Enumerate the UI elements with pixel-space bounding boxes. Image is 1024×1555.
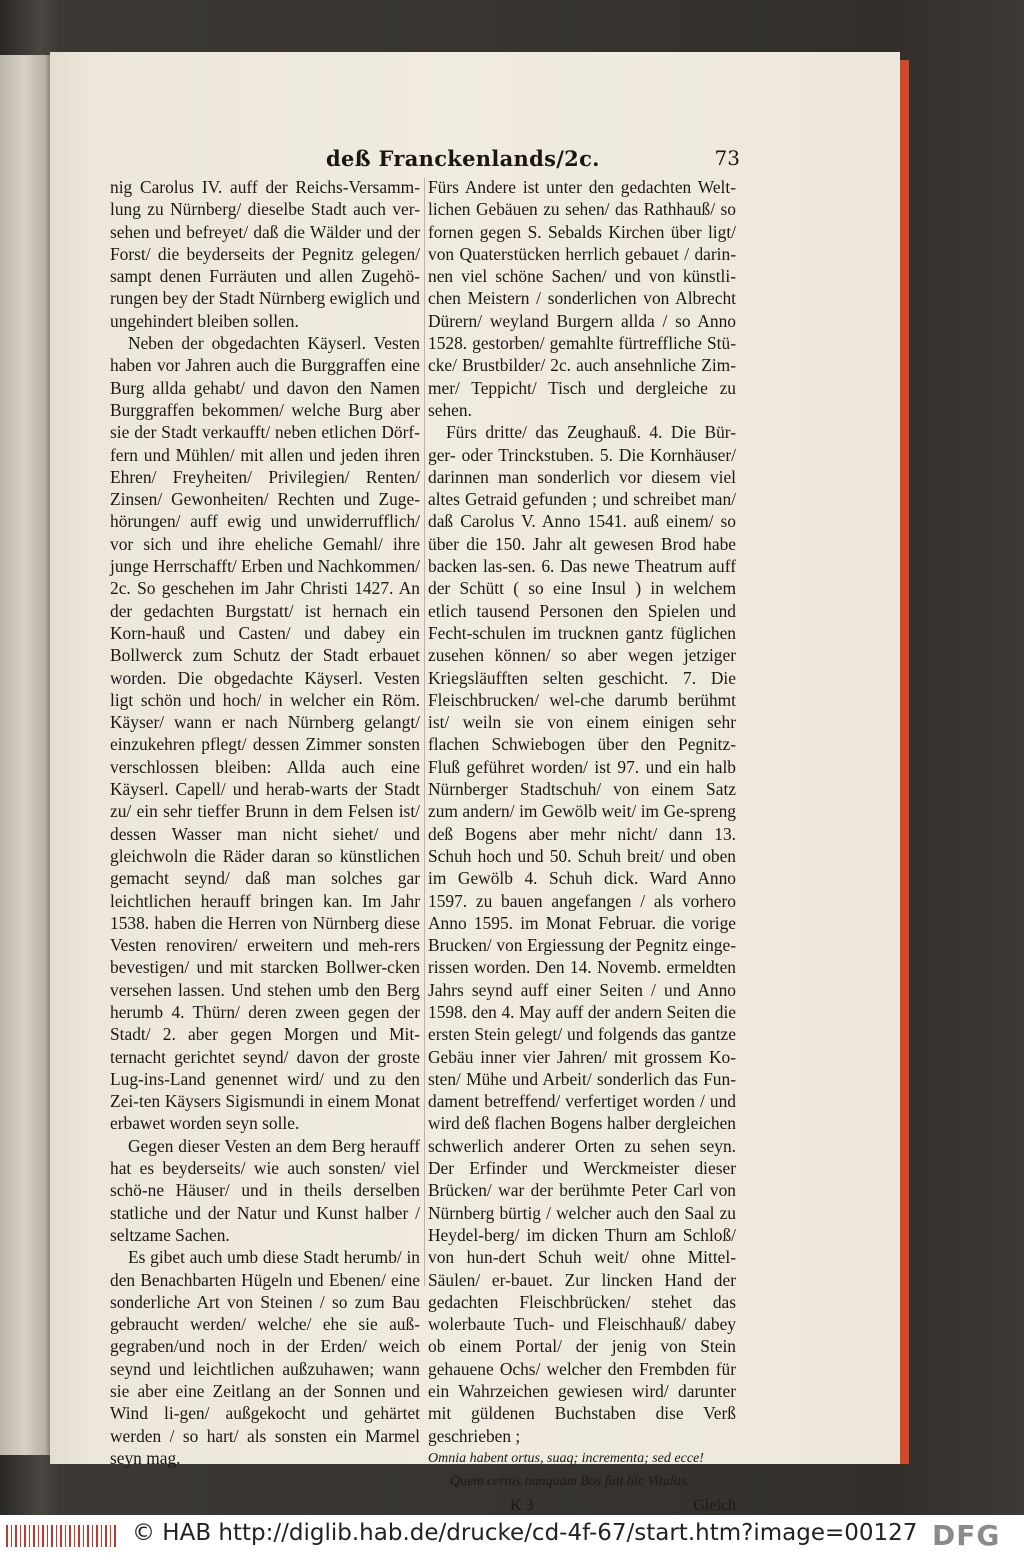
catchword: Gleich xyxy=(693,1496,736,1514)
left-column xyxy=(110,176,420,1469)
verse-line: Omnia habent ortus, suaq; incrementa; sed ecce! xyxy=(428,1450,704,1466)
dfg-logo: DFG xyxy=(932,1519,1001,1552)
signature-mark: K 3 xyxy=(510,1496,534,1514)
paragraph: Gegen dieser Vesten an dem Berg herauff hat es beyderseits/ wie auch sonsten/ viel schö-ne Häuser/ und in theils derselben statliche und der Natur und Kunst halber / seltzame Sachen. xyxy=(110,1135,420,1245)
right-column xyxy=(428,176,736,1517)
paragraph: Neben der obgedachten Käyserl. Vesten haben vor Jahren auch die Burggraffen eine Burg allda gehabt/ und davon den Namen Burggraffen bekommen/ welche Burg aber sie der Stadt verkaufft/ neben etlichen Dörf-fern und Mühlen/ mit allen und jeden ihren Ehren/ Freyheiten/ Privilegien/ Renten/ Zinsen/ Gewonheiten/ Rechten und Zuge-hörungen/ auff ewig und unwiderrufflich/ vor sich und ihre eheliche Gemahl/ ihre junge Herrschafft/ Erben und Nachkommen/ 2c. So geschehen im Jahr Christi 1427. An der gedachten Burgstatt/ ist hernach ein Korn-hauß und Casten/ und dabey ein Bollwerck zum Schutz der Stadt erbauet worden. Die obgedachte Käyserl. Vesten ligt schön und hoch/ in welcher ein Röm. Käyser/ wann er nach Nürnberg gelangt/ einzukehren pflegt/ dessen Zimmer sonsten verschlossen bleiben: Allda auch eine Käyserl. Capell/ und herab-warts der Stadt zu/ ein sehr tieffer Brunn in dem Felsen ist/ dessen Wasser man nicht siehet/ und gleichwoln die Räder daran so künstlichen gemacht seynd/ daß man solches gar leichtlichen herauff bringen kan. Im Jahr 1538. haben die Herren von Nürnberg diese Vesten renoviren/ erweitern und meh-rers bevestigen/ und mit starcken Bollwer-cken versehen lassen. Und stehen umb den Berg herumb 4. Thürn/ deren zween gegen der Stadt/ 2. aber gegen Morgen und Mit-ternacht gerichtet seynd/ davon der groste Lug-ins-Land genennet wird/ und zu den Zei-ten Käysers Sigismundi in einem Monat erbawet worden seyn solle. xyxy=(110,333,420,1134)
verse-line: Quem cernis nunquam Bos fuit hic Vitulus. xyxy=(450,1473,690,1489)
latin-verse xyxy=(428,1447,736,1493)
catchline xyxy=(428,1495,736,1517)
column-divider xyxy=(424,178,425,1286)
paragraph: nig Carolus IV. auff der Reichs-Versamm-lung zu Nürnberg/ dieselbe Stadt auch ver-sehen und befreyet/ daß die Wälder und der Forst/ die beyderseits der Pegnitz gelegen/ sampt denen Furräuten und allen Zugehö-rungen bey der Stadt Nürnberg ewiglich und ungehindert bleiben sollen. xyxy=(110,177,420,331)
facing-page-edge xyxy=(0,55,50,1455)
red-page-edge xyxy=(900,60,909,1464)
page-number: 73 xyxy=(714,146,740,170)
running-head: deß Franckenlands/2c. xyxy=(326,146,600,171)
paragraph: Fürs Andere ist unter den gedachten Welt-lichen Gebäuen zu sehen/ das Rathhauß/ so fornen gegen S. Sebalds Kirchen über ligt/ von Quaterstücken herrlich gebauet / darin-nen viel schöne Sachen/ und von künstli-chen Meistern / sonderlichen von Albrecht Dürern/ weyland Burgern allda / so Anno 1528. gestorben/ gemahlte fürtreffliche Stü-cke/ Brustbilder/ 2c. auch ansehnliche Zim-mer/ Teppicht/ Tisch und dergleiche zu sehen. xyxy=(428,177,736,420)
copyright-link[interactable]: © HAB http://diglib.hab.de/drucke/cd-4f-67/start.htm?image=00127 xyxy=(132,1520,918,1546)
viewer-footer xyxy=(0,1515,1024,1555)
page-header xyxy=(320,146,740,176)
paragraph: Es gibet auch umb diese Stadt herumb/ in den Benachbarten Hügeln und Ebenen/ eine sonderliche Art von Steinen / so zum Bau gebraucht werden/ welche/ ehe sie auß-gegraben/und noch in der Erden/ weich seynd und leichtlichen außzuhawen; wann sie aber eine Zeitlang an der Sonnen und Wind li-gen/ außgekocht und gehärtet werden / so hart/ als sonsten ein Marmel seyn mag. xyxy=(110,1247,420,1468)
barcode-icon xyxy=(6,1525,116,1547)
paragraph: Fürs dritte/ das Zeughauß. 4. Die Bür-ger- oder Trinckstuben. 5. Die Kornhäuser/ darinnen man sonderlich vor diesem viel altes Getraid gefunden ; und schreibet man/ daß Carolus V. Anno 1541. auß einem/ so über die 150. Jahr alt gewesen Brod habe backen las-sen. 6. Das newe Theatrum auff der Schütt ( so eine Insul ) in welchem etlich tausend Personen den Spielen und Fecht-schulen im trucknen gantz füglichen zusehen können/ so aber wegen jetziger Kriegsläufften selten geschicht. 7. Die Fleischbrucken/ wel-che darumb berühmt ist/ weiln sie von einem einigen sehr flachen Schwiebogen über den Pegnitz-Fluß geführet worden/ ist 97. und ein halb Nürnberger Stadtschuh/ von einem Satz zum andern/ im Gewölb weit/ im Ge-spreng deß Bogens aber mehr nicht/ dann 13. Schuh hoch und 50. Schuh breit/ und oben im Gewölb 4. Schuh dick. Ward Anno 1597. zu bauen angefangen / als vorhero Anno 1595. im Monat Februar. die vorige Brucken/ von Ergiessung der Pegnitz einge-rissen worden. Den 14. Novemb. ermeldten Jahrs seynd auff einer Seiten / und Anno 1598. den 4. May auff der andern Seiten die ersten Stein gelegt/ und folgends das gantze Gebäu inner vier Jahren/ mit grossem Ko-sten/ Mühe und Arbeit/ sonderlich das Fun-dament betreffend/ verfertiget worden / und wird deß flachen Bogens halber dergleichen schwerlich anderer Orten zu sehen seyn. Der Erfinder und Werckmeister dieser Brücken/ war der berühmte Peter Carl von Nürnberg bürtig / welcher auch den Saal zu Heydel-berg/ im dicken Thurn am Schloß/ von hun-dert Schuh weit/ ohne Mittel-Säulen/ er-bauet. Zur lincken Hand der gedachten Fleischbrücken/ stehet das wolerbaute Tuch- und Fleischhauß/ dabey ob einem Portal/ der jenig von Stein gehauene Ochs/ welcher den Frembden für ein Wahrzeichen gewiesen wird/ darunter mit güldenen Buchstaben dise Verß geschrieben ; xyxy=(428,422,736,1446)
